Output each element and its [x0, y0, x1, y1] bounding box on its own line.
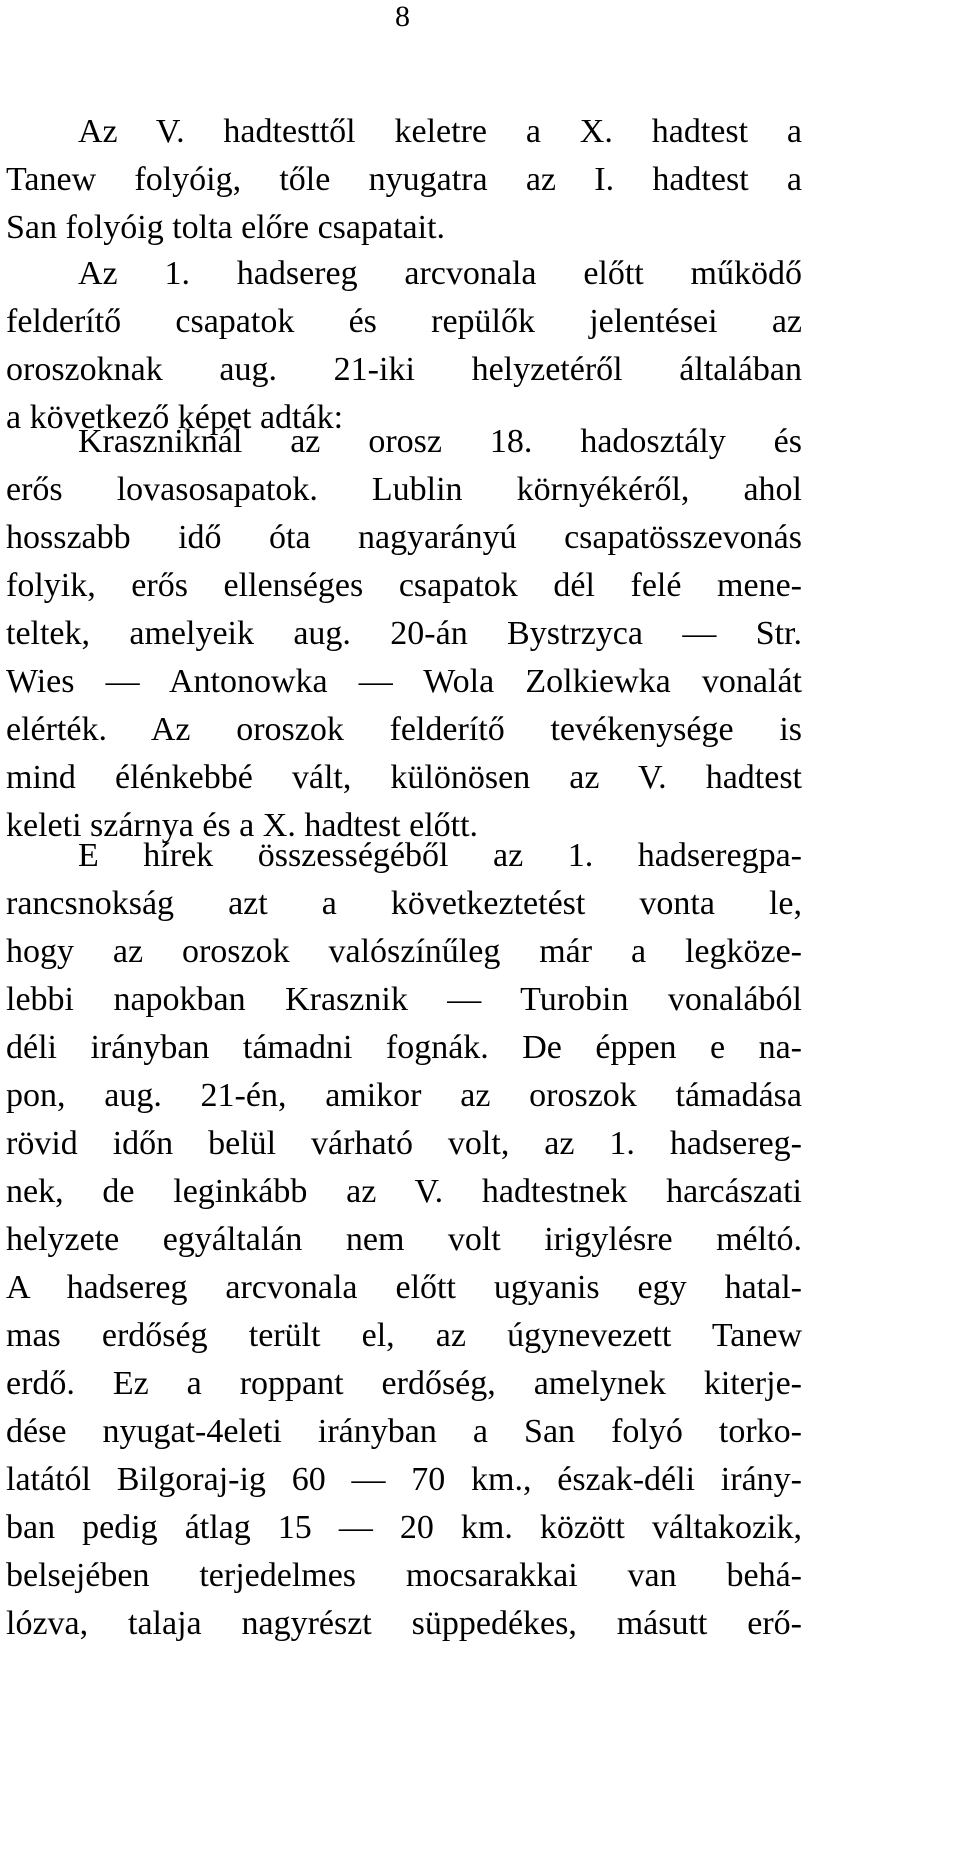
paragraph-2	[6, 250, 802, 442]
paragraph-4	[6, 832, 802, 1648]
text-line: hogy az oroszok valószínűleg már a legköze-	[6, 933, 802, 970]
text-line: déli irányban támadni fognák. De éppen e na-	[6, 1029, 802, 1066]
text-line: pon, aug. 21-én, amikor az oroszok támadása	[6, 1077, 802, 1114]
page-number: 8	[395, 0, 410, 33]
text-line: Wies — Antonowka — Wola Zolkiewka vonalát	[6, 663, 802, 700]
text-line: rancsnokság azt a következtetést vonta le,	[6, 885, 802, 922]
text-line: dése nyugat-4eleti irányban a San folyó torko-	[6, 1413, 802, 1450]
text-line: mind élénkebbé vált, különösen az V. hadtest	[6, 759, 802, 796]
text-line: elérték. Az oroszok felderítő tevékenysége is	[6, 711, 802, 748]
text-line: folyik, erős ellenséges csapatok dél felé mene-	[6, 567, 802, 604]
paragraph-1	[6, 108, 802, 252]
text-line: teltek, amelyeik aug. 20-án Bystrzyca — Str.	[6, 615, 802, 652]
text-line: oroszoknak aug. 21-iki helyzetéről általában	[6, 351, 802, 388]
text-line: lózva, talaja nagyrészt süppedékes, másutt erő-	[6, 1605, 802, 1642]
text-line: A hadsereg arcvonala előtt ugyanis egy hatal-	[6, 1269, 802, 1306]
text-line: rövid időn belül várható volt, az 1. hadsereg-	[6, 1125, 802, 1162]
text-line: hosszabb idő óta nagyarányú csapatösszevonás	[6, 519, 802, 556]
text-line: Az 1. hadsereg arcvonala előtt működő	[78, 255, 802, 292]
text-line: Tanew folyóig, tőle nyugatra az I. hadtest a	[6, 161, 802, 198]
paragraph-3	[6, 418, 802, 850]
text-line: felderítő csapatok és repülők jelentései az	[6, 303, 802, 340]
text-line: lebbi napokban Krasznik — Turobin vonalából	[6, 981, 802, 1018]
text-line: erdő. Ez a roppant erdőség, amelynek kiterje-	[6, 1365, 802, 1402]
text-line: erős lovasosapatok. Lublin környékéről, ahol	[6, 471, 802, 508]
text-line: belsejében terjedelmes mocsarakkai van behá-	[6, 1557, 802, 1594]
text-line: Kraszniknál az orosz 18. hadosztály és	[78, 423, 802, 460]
text-line: San folyóig tolta előre csapatait.	[6, 209, 446, 246]
text-line: E hírek összességéből az 1. hadseregpa-	[78, 837, 802, 874]
text-line: keleti szárnya és a X. hadtest előtt.	[6, 807, 479, 844]
text-line: latától Bilgoraj-ig 60 — 70 km., észak-déli irány-	[6, 1461, 802, 1498]
text-line: nek, de leginkább az V. hadtestnek harcászati	[6, 1173, 802, 1210]
text-line: helyzete egyáltalán nem volt irigylésre méltó.	[6, 1221, 802, 1258]
text-line: ban pedig átlag 15 — 20 km. között váltakozik,	[6, 1509, 802, 1546]
text-line: Az V. hadtesttől keletre a X. hadtest a	[78, 113, 802, 150]
text-line: mas erdőség terült el, az úgynevezett Tanew	[6, 1317, 802, 1354]
text-line: a következő képet adták:	[6, 399, 344, 436]
